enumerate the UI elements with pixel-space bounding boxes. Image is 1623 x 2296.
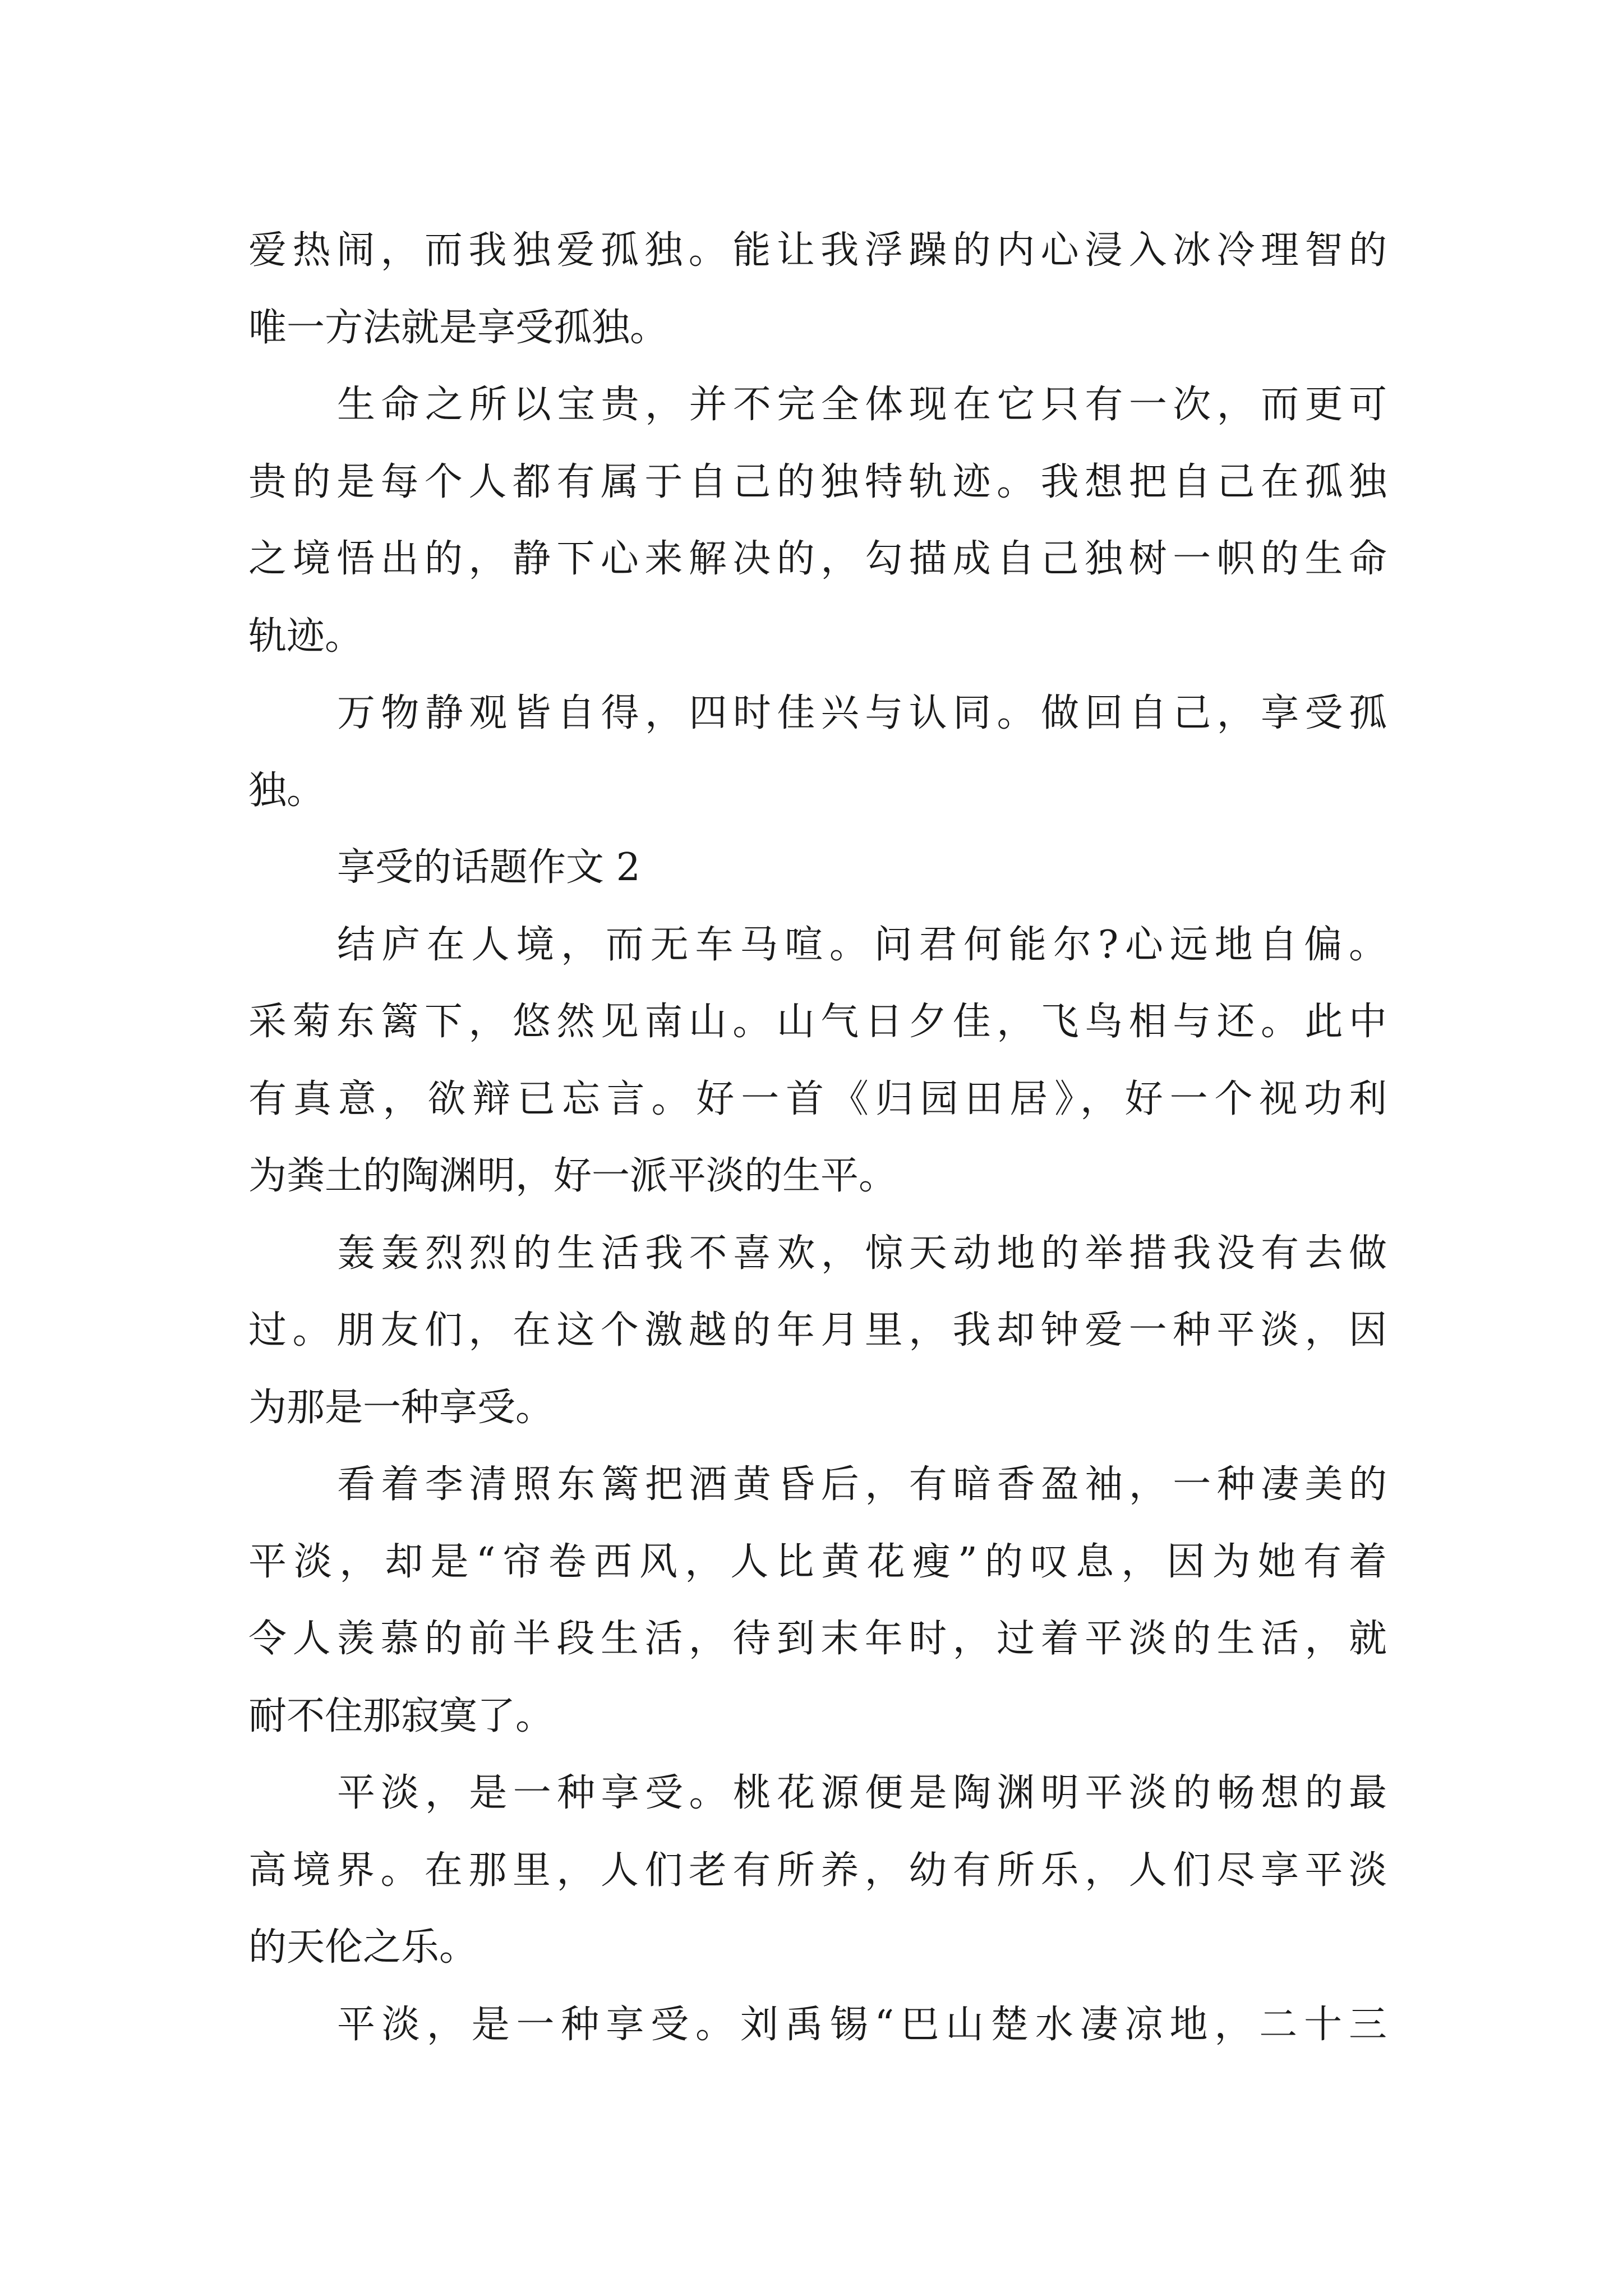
text-line: 采菊东篱下，悠然见南山。山气日夕佳，飞鸟相与还。此中 (248, 1000, 1387, 1044)
text-line: 为粪土的陶渊明，好一派平淡的生平。 (248, 1154, 897, 1198)
text-line: 令人羡慕的前半段生活，待到末年时，过着平淡的生活，就 (248, 1617, 1387, 1661)
paragraph-first-line: 结庐在人境，而无车马喧。问君何能尔?心远地自偏。 (337, 922, 1387, 967)
essay-body (248, 212, 1387, 2063)
text-line: 爱热闹，而我独爱孤独。能让我浮躁的内心浸入冰冷理智的 (248, 228, 1387, 273)
text-line: 的天伦之乐。 (248, 1925, 478, 1970)
paragraph-first-line: 轰轰烈烈的生活我不喜欢，惊天动地的举措我没有去做 (337, 1231, 1387, 1276)
paragraph-first-line: 看着李清照东篱把酒黄昏后，有暗香盈袖，一种凄美的 (337, 1462, 1387, 1507)
text-line: 耐不住那寂寞了。 (248, 1694, 554, 1738)
paragraph-first-line: 平淡，是一种享受。刘禹锡“巴山楚水凄凉地，二十三 (337, 2002, 1387, 2047)
text-line: 轨迹。 (248, 614, 363, 659)
text-line: 平淡，却是“帘卷西风，人比黄花瘦”的叹息，因为她有着 (248, 1539, 1387, 1584)
text-line: 贵的是每个人都有属于自己的独特轨迹。我想把自己在孤独 (248, 459, 1387, 504)
paragraph-first-line: 生命之所以宝贵，并不完全体现在它只有一次，而更可 (337, 383, 1387, 427)
text-line: 高境界。在那里，人们老有所养，幼有所乐，人们尽享平淡 (248, 1848, 1387, 1893)
text-line: 为那是一种享受。 (248, 1385, 554, 1430)
text-line: 独。 (248, 768, 325, 813)
paragraph-first-line: 平淡，是一种享受。桃花源便是陶渊明平淡的畅想的最 (337, 1771, 1387, 1815)
essay-heading: 享受的话题作文 2 (337, 845, 640, 890)
text-line: 唯一方法就是享受孤独。 (248, 305, 668, 350)
text-line: 之境悟出的，静下心来解决的，勾描成自己独树一帜的生命 (248, 537, 1387, 581)
text-line: 过。朋友们，在这个激越的年月里，我却钟爱一种平淡，因 (248, 1308, 1387, 1352)
text-line: 有真意，欲辩已忘言。好一首《归园田居》，好一个视功利 (248, 1076, 1387, 1121)
paragraph-first-line: 万物静观皆自得，四时佳兴与认同。做回自己，享受孤 (337, 691, 1387, 735)
